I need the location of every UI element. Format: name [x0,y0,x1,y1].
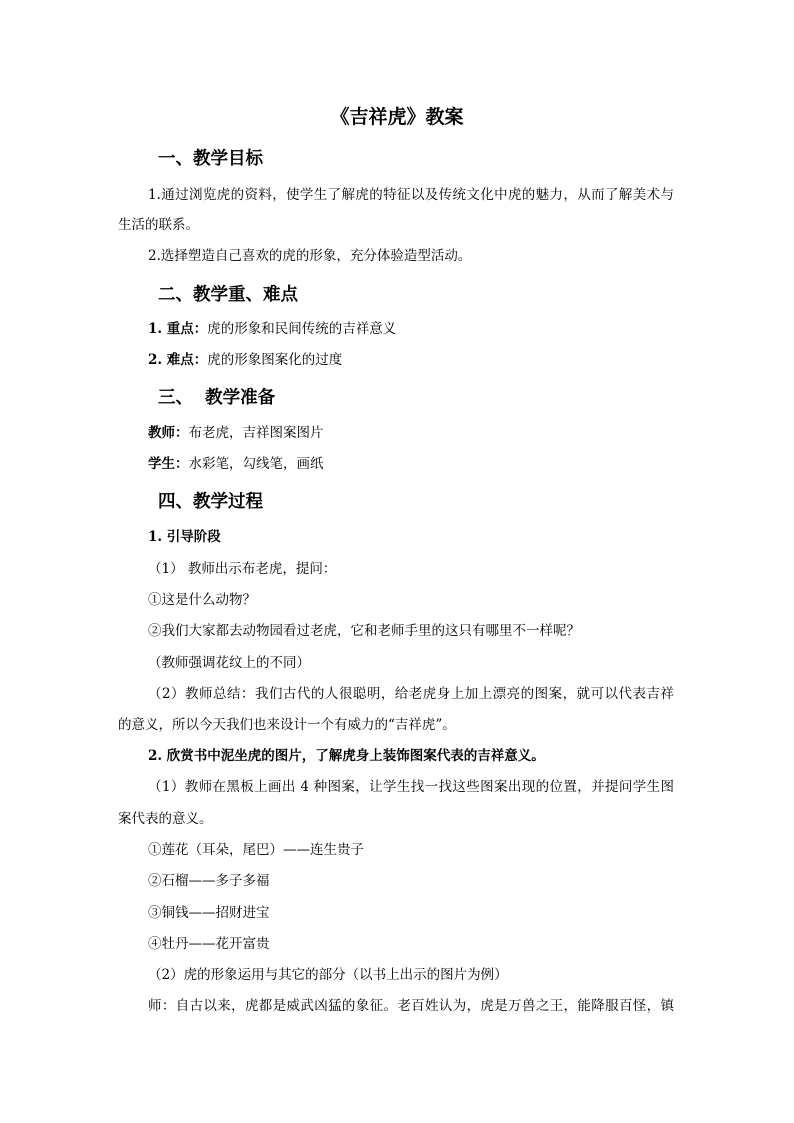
summary-line-2: 的意义，所以今天我们也来设计一个有威力的“吉祥虎”。 [118,717,456,733]
key-point-text: 虎的形象和民间传统的吉祥意义 [207,321,397,337]
pattern-meaning-4: ④牡丹——花开富贵 [148,936,270,952]
key-point-item [148,321,396,337]
difficulty-label: 2. 难点： [148,352,208,368]
pattern-meaning-3: ③铜钱——招财进宝 [148,905,270,921]
document-title: 《吉祥虎》教案 [330,106,464,128]
student-text: 水彩笔，勾线笔，画纸 [188,456,324,472]
question-1a: ①这是什么动物？ [148,592,256,608]
objective-2: 2.选择塑造自己喜欢的虎的形象，充分体验造型活动。 [148,248,472,264]
teacher-speech-text: 自古以来，虎都是威武凶猛的象征。老百姓认为，虎是万兽之王，能降服百怪，镇 [175,998,674,1014]
pattern-task-line-1: （1）教师在黑板上画出 4 种图案，让学生找一找这些图案出现的位置，并提问学生图 [148,779,674,795]
section-heading-preparation: 三、 教学准备 [158,388,276,408]
pattern-task-line-2: 案代表的意义。 [118,811,213,827]
difficulty-text: 虎的形象图案化的过度 [207,352,343,368]
tiger-application: （2）虎的形象运用与其它的部分（以书上出示的图片为例） [148,967,508,983]
student-prep [148,456,324,472]
teacher-speech [148,998,674,1014]
summary-line-1: （2）教师总结：我们古代的人很聪明，给老虎身上加上漂亮的图案，就可以代表吉祥 [148,686,674,702]
objective-1-line-2: 生活的联系。 [118,217,199,233]
pattern-meaning-1: ①莲花（耳朵，尾巴）——连生贵子 [148,842,364,858]
question-1c: （教师强调花纹上的不同） [148,655,310,671]
teacher-speech-label: 师： [148,998,176,1014]
student-label: 学生： [148,456,189,472]
objective-1-line-1: 1.通过浏览虎的资料，使学生了解虎的特征以及传统文化中虎的魅力，从而了解美术与 [148,187,674,203]
question-1-intro: （1） 教师出示布老虎，提问： [148,561,337,577]
step-2-heading: 2. 欣赏书中泥坐虎的图片，了解虎身上装饰图案代表的吉祥意义。 [148,748,545,764]
question-1b: ②我们大家都去动物园看过老虎，它和老师手里的这只有哪里不一样呢？ [148,623,580,639]
pattern-meaning-2: ②石榴——多子多福 [148,873,270,889]
key-point-label: 1. 重点： [148,321,208,337]
section-heading-process: 四、教学过程 [158,492,263,512]
section-heading-key-points: 二、教学重、难点 [158,285,298,305]
teacher-prep [148,425,324,441]
step-1-heading: 1. 引导阶段 [148,529,221,545]
teacher-text: 布老虎，吉祥图案图片 [188,425,324,441]
difficulty-item [148,352,342,368]
section-heading-objectives: 一、教学目标 [158,149,263,169]
teacher-label: 教师： [148,425,189,441]
